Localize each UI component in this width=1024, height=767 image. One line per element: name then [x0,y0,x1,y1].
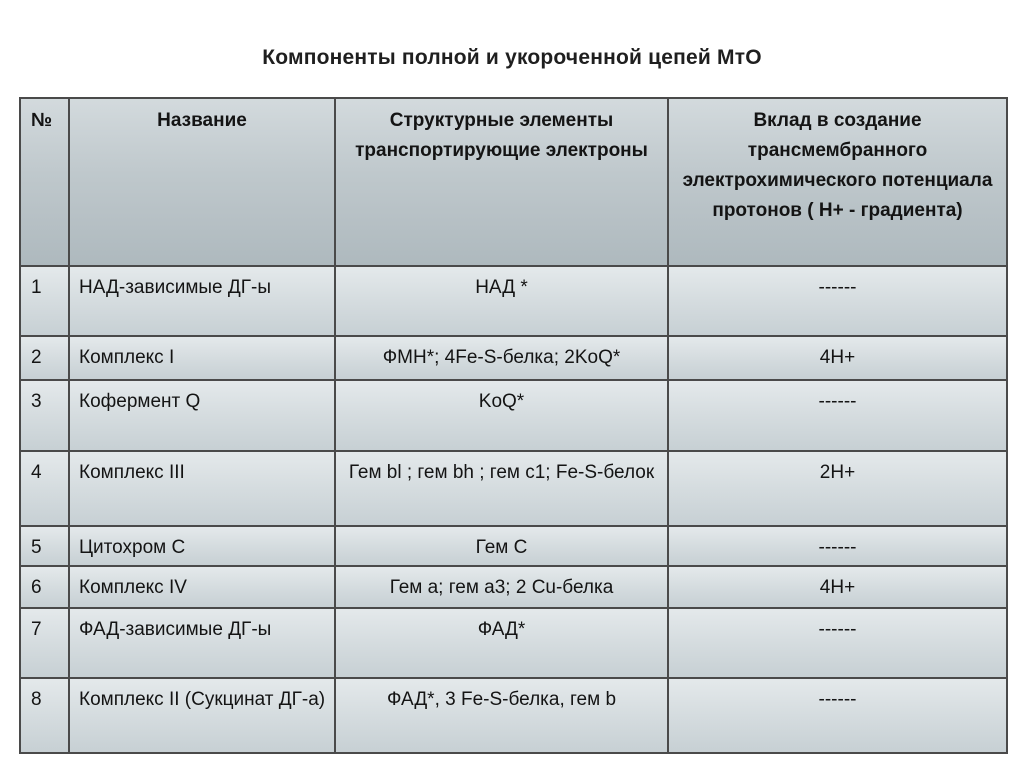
row-contribution: 4H+ [668,336,1007,380]
row-name: Комплекс I [69,336,335,380]
table-header-row [20,98,1007,266]
row-structural-elements: Гем a; гем a3; 2 Cu-белка [335,566,668,608]
table-row [20,336,1007,380]
header-name: Название [69,98,335,266]
table-row [20,678,1007,753]
row-name: Цитохром С [69,526,335,566]
row-number: 3 [20,380,69,451]
row-structural-elements: НАД * [335,266,668,336]
table-row [20,266,1007,336]
row-contribution: 2H+ [668,451,1007,526]
row-number: 6 [20,566,69,608]
row-number: 1 [20,266,69,336]
row-number: 4 [20,451,69,526]
row-structural-elements: ФМН*; 4Fe-S-белка; 2KoQ* [335,336,668,380]
row-structural-elements: ФАД* [335,608,668,678]
components-table [19,97,1008,754]
row-contribution: ------ [668,608,1007,678]
row-contribution: ------ [668,380,1007,451]
row-number: 2 [20,336,69,380]
row-contribution: ------ [668,266,1007,336]
table-row [20,608,1007,678]
table-row [20,380,1007,451]
header-structural-elements: Структурные элементы транспортирующие электроны [335,98,668,266]
slide-title: Компоненты полной и укороченной цепей МтО [262,46,762,69]
row-structural-elements: Гем bl ; гем bh ; гем c1; Fe-S-белок [335,451,668,526]
row-structural-elements: KoQ* [335,380,668,451]
table-row [20,526,1007,566]
row-contribution: ------ [668,678,1007,753]
row-contribution: 4H+ [668,566,1007,608]
row-structural-elements: Гем С [335,526,668,566]
row-number: 8 [20,678,69,753]
row-name: Комплекс IV [69,566,335,608]
row-number: 5 [20,526,69,566]
row-structural-elements: ФАД*, 3 Fe-S-белка, гем b [335,678,668,753]
row-number: 7 [20,608,69,678]
row-name: НАД-зависимые ДГ-ы [69,266,335,336]
row-name: Кофермент Q [69,380,335,451]
row-name: ФАД-зависимые ДГ-ы [69,608,335,678]
header-contribution: Вклад в создание трансмембранного электрохимического потенциала протонов ( Н+ - градиента) [668,98,1007,266]
header-number: № [20,98,69,266]
row-contribution: ------ [668,526,1007,566]
table-row [20,566,1007,608]
row-name: Комплекс III [69,451,335,526]
row-name: Комплекс II (Сукцинат ДГ-а) [69,678,335,753]
table-row [20,451,1007,526]
